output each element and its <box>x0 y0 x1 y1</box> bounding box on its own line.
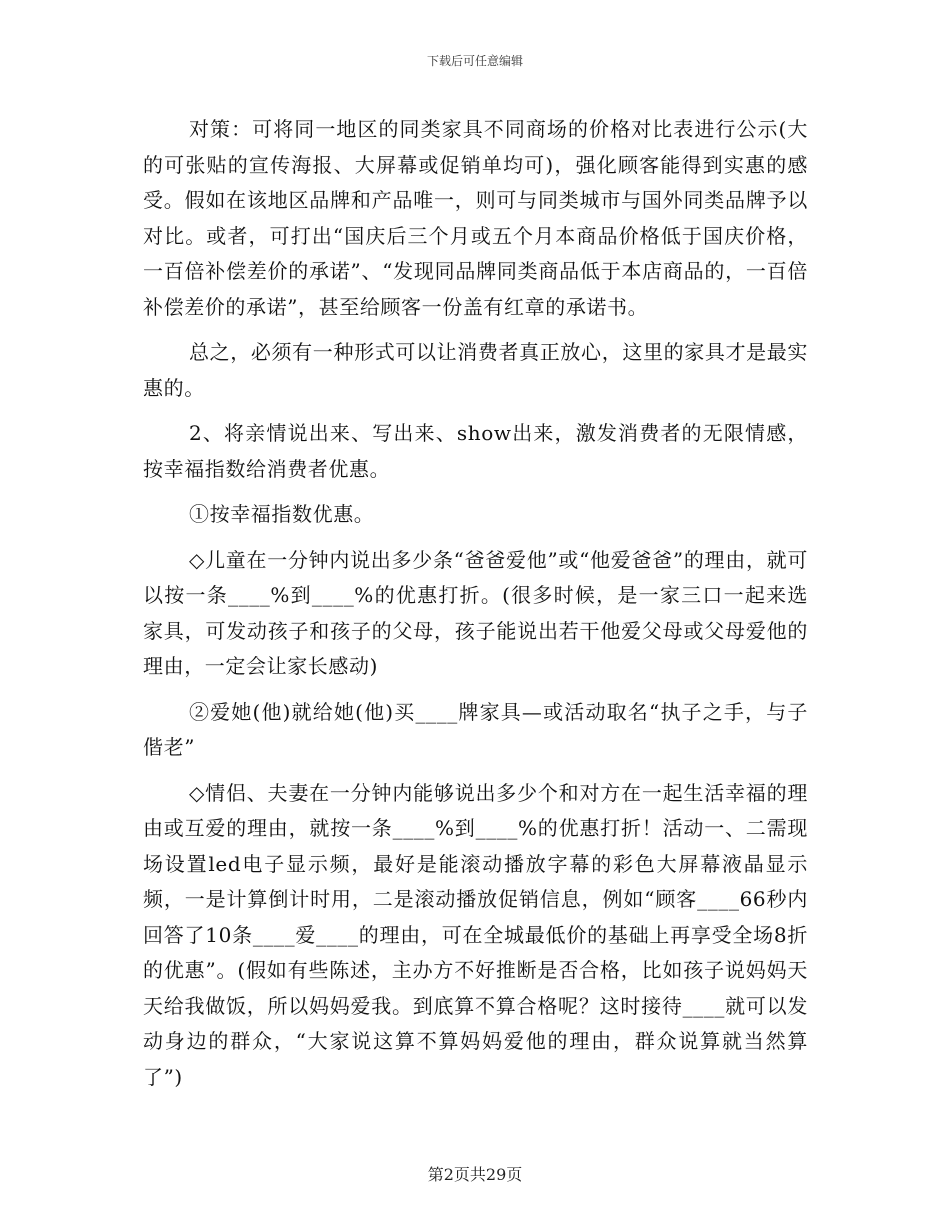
paragraph-item-1: ①按幸福指数优惠。 <box>189 502 375 526</box>
paragraph-section-2: 2、将亲情说出来、写出来、show出来，激发消费者的无限情感，按幸福指数给消费者优惠。 <box>143 421 808 481</box>
paragraph-countermeasure: 对策：可将同一地区的同类家具不同商场的价格对比表进行公示(大的可张贴的宣传海报、大屏幕或促销单均可)，强化顾客能得到实惠的感受。假如在该地区品牌和产品唯一，则可与同类城市与国外同类品牌予以对比。或者，可打出“国庆后三个月或五个月本商品价格低于国庆价格，一百倍补偿差价的承诺”、“发现同品牌同类商品低于本店商品的，一百倍补偿差价的承诺”，甚至给顾客一份盖有红章的承诺书。 <box>143 117 808 319</box>
page-header: 下载后可任意编辑 <box>426 54 523 68</box>
paragraph-item-2: ②爱她(他)就给她(他)买____牌家具—或活动取名“执子之手，与子偕老” <box>143 699 808 759</box>
paragraph-summary: 总之，必须有一种形式可以让消费者真正放心，这里的家具才是最实惠的。 <box>143 340 808 400</box>
paragraph-couples-activity: ◇情侣、夫妻在一分钟内能够说出多少个和对方在一起生活幸福的理由或互爱的理由，就按一条____%到____%的优惠打折！活动一、二需现场设置led电子显示频，最好是能滚动播放字幕的彩色大屏幕液晶显示频，一是计算倒计时用，二是滚动播放促销信息，例如“顾客____66秒内回答了10条____爱____的理由，可在全城最低价的基础上再享受全场8折的优惠”。(假如有些陈述，主办方不好推断是否合格，比如孩子说妈妈天天给我做饭，所以妈妈爱我。到底算不算合格呢？这时接待____就可以发动身边的群众，“大家说这算不算妈妈爱他的理由，群众说算就当然算了”) <box>143 780 808 1089</box>
page-footer: 第2页共29页 <box>427 1165 523 1184</box>
paragraph-children-activity: ◇儿童在一分钟内说出多少条“爸爸爱他”或“他爱爸爸”的理由，就可以按一条____%到____%的优惠打折。(很多时候，是一家三口一起来选家具，可发动孩子和孩子的父母，孩子能说出若干他爱父母或父母爱他的理由，一定会让家长感动) <box>143 547 808 678</box>
document-body <box>143 112 808 1095</box>
